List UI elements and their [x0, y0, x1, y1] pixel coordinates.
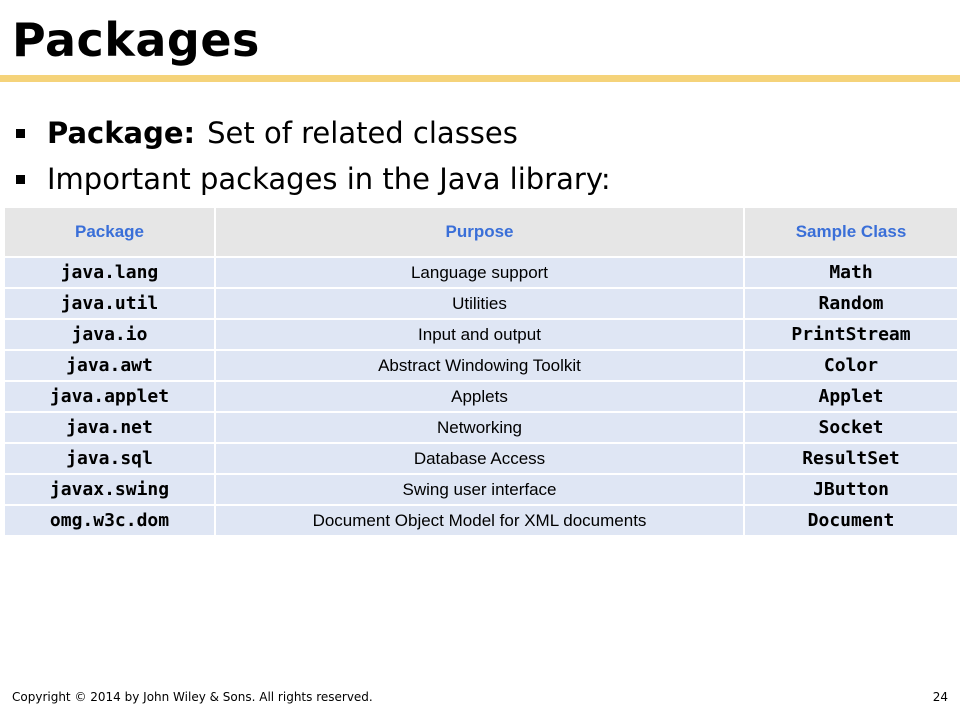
table-row [4, 350, 958, 381]
cell-purpose: Networking [215, 412, 744, 443]
cell-sample-class: Socket [744, 412, 958, 443]
table-row [4, 412, 958, 443]
square-bullet-icon [16, 175, 25, 184]
cell-purpose: Database Access [215, 443, 744, 474]
bullet-item-package [12, 110, 611, 156]
header-package: Package [4, 207, 215, 257]
title-underline [0, 75, 960, 82]
table-header-row [4, 207, 958, 257]
cell-package: java.util [4, 288, 215, 319]
cell-package: java.sql [4, 443, 215, 474]
cell-package: java.io [4, 319, 215, 350]
page-number: 24 [932, 690, 948, 704]
cell-sample-class: ResultSet [744, 443, 958, 474]
cell-sample-class: Applet [744, 381, 958, 412]
table-row [4, 257, 958, 288]
bullet-text: Set of related classes [207, 116, 518, 150]
cell-sample-class: Color [744, 350, 958, 381]
cell-package: java.awt [4, 350, 215, 381]
cell-package: java.applet [4, 381, 215, 412]
packages-table [3, 206, 959, 537]
table-row [4, 288, 958, 319]
table-body [4, 257, 958, 536]
cell-purpose: Input and output [215, 319, 744, 350]
table-row [4, 443, 958, 474]
cell-package: omg.w3c.dom [4, 505, 215, 536]
header-purpose: Purpose [215, 207, 744, 257]
table-row [4, 505, 958, 536]
cell-purpose: Document Object Model for XML documents [215, 505, 744, 536]
square-bullet-icon [16, 129, 25, 138]
cell-sample-class: Document [744, 505, 958, 536]
bullet-list [12, 110, 611, 202]
cell-sample-class: Random [744, 288, 958, 319]
slide-title: Packages [12, 13, 260, 67]
table-row [4, 474, 958, 505]
cell-package: java.lang [4, 257, 215, 288]
cell-sample-class: Math [744, 257, 958, 288]
cell-package: java.net [4, 412, 215, 443]
cell-purpose: Language support [215, 257, 744, 288]
copyright-footer: Copyright © 2014 by John Wiley & Sons. All rights reserved. [12, 690, 373, 704]
table-row [4, 381, 958, 412]
bullet-text: Important packages in the Java library: [47, 162, 611, 196]
cell-purpose: Utilities [215, 288, 744, 319]
bullet-item-important-packages [12, 156, 611, 202]
cell-sample-class: PrintStream [744, 319, 958, 350]
bullet-term: Package: [47, 116, 196, 150]
table-row [4, 319, 958, 350]
cell-purpose: Applets [215, 381, 744, 412]
cell-package: javax.swing [4, 474, 215, 505]
header-sample-class: Sample Class [744, 207, 958, 257]
cell-purpose: Swing user interface [215, 474, 744, 505]
cell-sample-class: JButton [744, 474, 958, 505]
cell-purpose: Abstract Windowing Toolkit [215, 350, 744, 381]
